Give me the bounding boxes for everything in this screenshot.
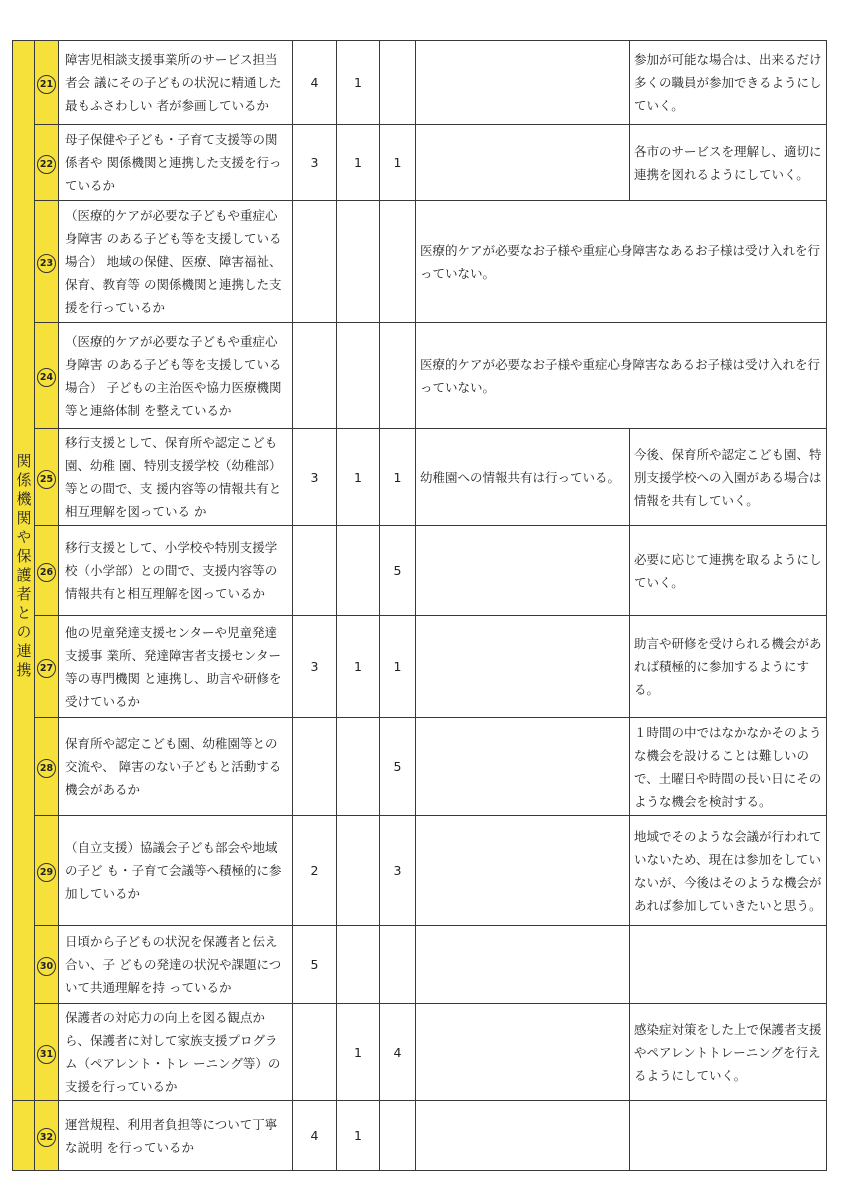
question-cell: （医療的ケアが必要な子どもや重症心身障害 のある子ども等を支援している場合） 地域の保健、医療、障害福祉、保育、教育等 の関係機関と連携した支援を行っているか [59,201,293,323]
question-cell: （自立支援）協議会子ども部会や地域の子ど も・子育て会議等へ積極的に参加しているか [59,816,293,926]
count-yes: 5 [293,926,337,1004]
item-number-cell [35,926,59,1004]
count-yes: 4 [293,1101,337,1171]
table-row [13,926,827,1004]
item-number-cell [35,323,59,429]
question-cell: 障害児相談支援事業所のサービス担当者会 議にその子どもの状況に精通した最もふさわしい 者が参画しているか [59,41,293,125]
count-yes [293,526,337,616]
item-number: 25 [37,470,56,489]
item-number-cell [35,125,59,201]
table-row [13,526,827,616]
table-row [13,201,827,323]
count-yes: 2 [293,816,337,926]
improvement-plan-cell [630,1101,827,1171]
count-unsure: 1 [337,1004,380,1101]
question-cell: 移行支援として、小学校や特別支援学校（小学部）との間で、支援内容等の情報共有と相互理解を図っているか [59,526,293,616]
item-number: 30 [37,957,56,976]
remarks-cell [416,718,630,816]
count-yes: 3 [293,429,337,526]
item-number-cell [35,429,59,526]
count-unsure: 1 [337,616,380,718]
count-unsure: 1 [337,1101,380,1171]
count-no: 1 [380,616,416,718]
count-no: 1 [380,429,416,526]
item-number: 22 [37,155,56,174]
count-yes [293,1004,337,1101]
count-no: 4 [380,1004,416,1101]
count-unsure: 1 [337,41,380,125]
count-no: 5 [380,718,416,816]
item-number-cell [35,616,59,718]
item-number-cell [35,201,59,323]
table-row [13,41,827,125]
count-no: 1 [380,125,416,201]
category-cell-next [13,1101,35,1171]
count-yes [293,323,337,429]
remarks-cell [416,526,630,616]
merged-remarks-cell: 医療的ケアが必要なお子様や重症心身障害なあるお子様は受け入れを行っていない。 [416,201,827,323]
question-cell: （医療的ケアが必要な子どもや重症心身障害 のある子ども等を支援している場合） 子どもの主治医や協力医療機関等と連絡体制 を整えているか [59,323,293,429]
item-number: 31 [37,1045,56,1064]
improvement-plan-cell: 感染症対策をした上で保護者支援やペアレントトレーニングを行えるようにしていく。 [630,1004,827,1101]
improvement-plan-cell: 今後、保育所や認定こども園、特別支援学校への入園がある場合は情報を共有していく。 [630,429,827,526]
count-unsure [337,526,380,616]
item-number-cell [35,816,59,926]
improvement-plan-cell: １時間の中ではなかなかそのような機会を設けることは難しいので、土曜日や時間の長い日にそのような機会を検討する。 [630,718,827,816]
count-no [380,323,416,429]
item-number-cell [35,718,59,816]
improvement-plan-cell: 地域でそのような会議が行われていないため、現在は参加をしていないが、今後はそのような機会があれば参加していきたいと思う。 [630,816,827,926]
category-cell [13,41,35,1101]
table-row [13,616,827,718]
improvement-plan-cell: 必要に応じて連携を取るようにしていく。 [630,526,827,616]
count-yes [293,718,337,816]
table-row [13,323,827,429]
improvement-plan-cell: 助言や研修を受けられる機会があれば積極的に参加するようにする。 [630,616,827,718]
count-yes [293,201,337,323]
remarks-cell [416,1004,630,1101]
count-no [380,201,416,323]
count-unsure: 1 [337,125,380,201]
item-number-cell [35,1004,59,1101]
count-unsure [337,718,380,816]
evaluation-table [12,40,827,1171]
count-yes: 3 [293,616,337,718]
improvement-plan-cell: 参加が可能な場合は、出来るだけ多くの職員が参加できるようにしていく。 [630,41,827,125]
table-row [13,1101,827,1171]
count-unsure [337,323,380,429]
question-cell: 他の児童発達支援センターや児童発達支援事 業所、発達障害者支援センター等の専門機関 と連携し、助言や研修を受けているか [59,616,293,718]
question-cell: 日頃から子どもの状況を保護者と伝え合い、子 どもの発達の状況や課題について共通理解を持 っているか [59,926,293,1004]
item-number: 23 [37,254,56,273]
question-cell: 保育所や認定こども園、幼稚園等との交流や、 障害のない子どもと活動する機会があるか [59,718,293,816]
count-unsure [337,816,380,926]
question-cell: 移行支援として、保育所や認定こども園、幼稚 園、特別支援学校（幼稚部）等との間で、支 援内容等の情報共有と相互理解を図っている か [59,429,293,526]
count-no [380,1101,416,1171]
improvement-plan-cell [630,926,827,1004]
item-number: 32 [37,1128,56,1147]
remarks-cell [416,926,630,1004]
question-cell: 運営規程、利用者負担等について丁寧な説明 を行っているか [59,1101,293,1171]
improvement-plan-cell: 各市のサービスを理解し、適切に連携を図れるようにしていく。 [630,125,827,201]
count-unsure: 1 [337,429,380,526]
count-no: 5 [380,526,416,616]
remarks-cell: 幼稚園への情報共有は行っている。 [416,429,630,526]
item-number: 29 [37,863,56,882]
table-row [13,718,827,816]
count-yes: 4 [293,41,337,125]
item-number: 28 [37,759,56,778]
table-row [13,816,827,926]
table-row [13,1004,827,1101]
count-no [380,41,416,125]
question-cell: 母子保健や子ども・子育て支援等の関係者や 関係機関と連携した支援を行っているか [59,125,293,201]
count-unsure [337,201,380,323]
count-unsure [337,926,380,1004]
count-no: 3 [380,816,416,926]
item-number-cell [35,526,59,616]
remarks-cell [416,125,630,201]
remarks-cell [416,1101,630,1171]
category-label: 関係機関や保護者との連携 [14,453,33,681]
evaluation-sheet [12,40,826,1162]
table-row [13,429,827,526]
count-no [380,926,416,1004]
question-cell: 保護者の対応力の向上を図る観点から、保護者に対して家族支援プログラム（ペアレント・トレ ーニング等）の支援を行っているか [59,1004,293,1101]
item-number: 26 [37,563,56,582]
item-number-cell [35,1101,59,1171]
item-number-cell [35,41,59,125]
item-number: 24 [37,368,56,387]
item-number: 21 [37,75,56,94]
merged-remarks-cell: 医療的ケアが必要なお子様や重症心身障害なあるお子様は受け入れを行っていない。 [416,323,827,429]
remarks-cell [416,816,630,926]
item-number: 27 [37,659,56,678]
remarks-cell [416,616,630,718]
remarks-cell [416,41,630,125]
table-row [13,125,827,201]
count-yes: 3 [293,125,337,201]
